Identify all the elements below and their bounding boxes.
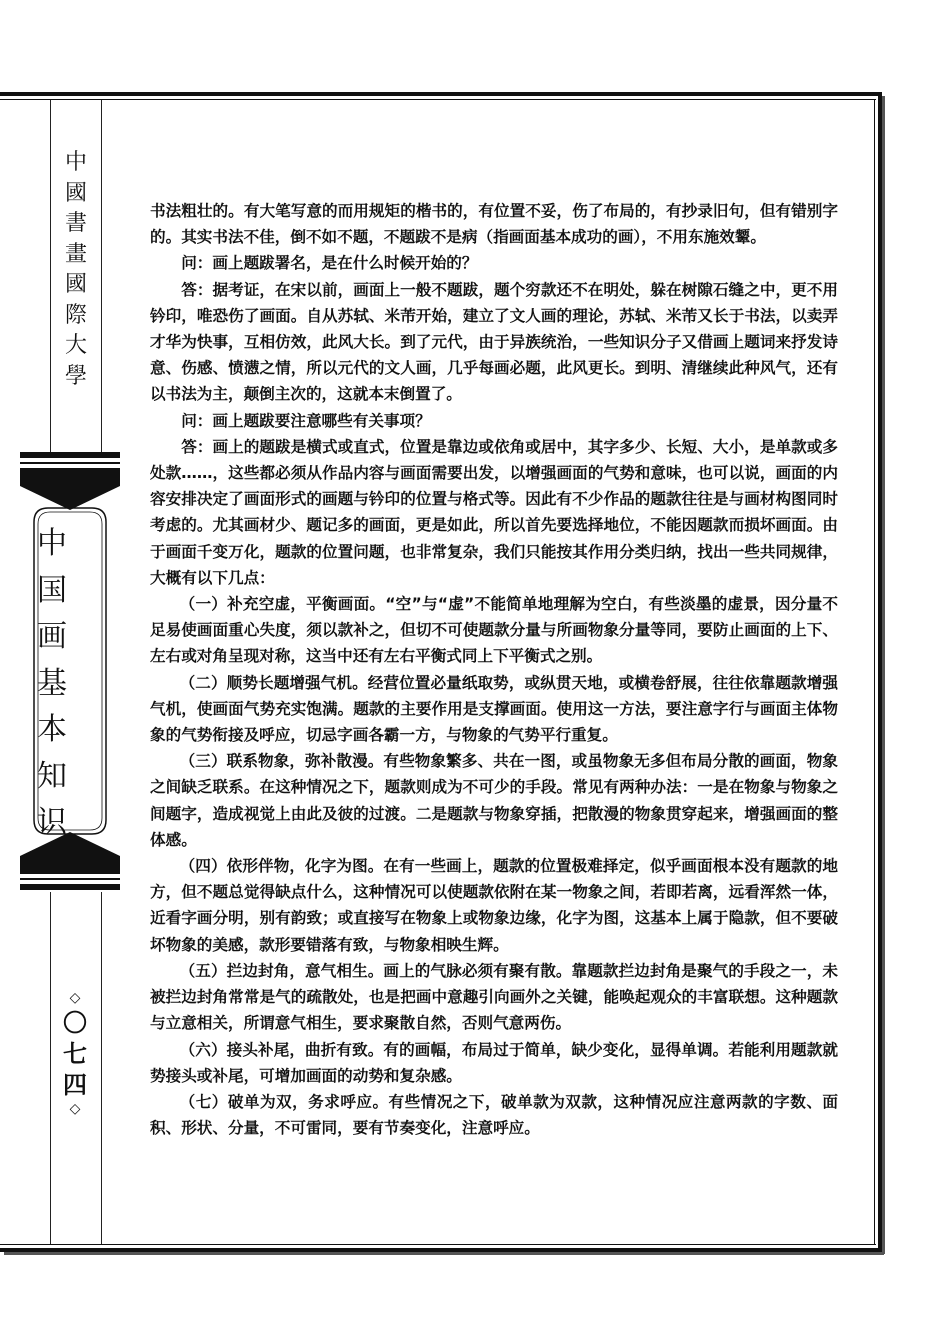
series-title-char: 大 [64, 333, 87, 358]
page-shadow-bottom [4, 1252, 884, 1255]
page-frame-inner-top [0, 99, 876, 100]
list-item: （七）破单为双，务求呼应。有些情况之下，破单款为双款，这种情况应注意两款的字数、面积、形状、分量，不可雷同，要有节奏变化，注意呼应。 [150, 1092, 838, 1138]
body-text [150, 198, 838, 1141]
series-title-char: 際 [64, 302, 87, 328]
series-title-char: 國 [64, 272, 87, 297]
sidebar-rule-right-lower [101, 892, 102, 1244]
series-title-char: 書 [64, 211, 87, 236]
list-item: （六）接头补尾，曲折有致。有的画幅，布局过于简单，缺少变化，显得单调。若能利用题款就势接头或补尾，可增加画面的动势和复杂感。 [150, 1040, 838, 1085]
book-title-char: 本 [37, 712, 67, 747]
paragraph: 书法粗壮的。有大笔写意的而用规矩的楷书的，有位置不妥，伤了布局的，有抄录旧句，但有错别字的。其实书法不佳，倒不如不题，不题跋不是病（指画面基本成功的画），不用东施效颦。 [150, 202, 838, 247]
page-shadow-right [882, 96, 885, 1254]
answer: 答：据考证，在宋以前，画面上一般不题跋，题个穷款还不在明处，躲在树隙石缝之中，更不用钤印，唯恐伤了画面。自从苏轼、米芾开始，建立了文人画的理论，苏轼、米芾又长于书法，以卖弄才华为快事，互相仿效，此风大长。到了元代，由于异族统治，一些知识分子又借画上题词来抒发诗意、伤感、愤懑之情，所以元代的文人画，几乎每画必题，此风更长。到明、清继续此种风气，还有以书法为主，颠倒主次的，这就本末倒置了。 [150, 280, 838, 404]
book-title-char: 识 [37, 805, 67, 840]
series-title [62, 148, 90, 392]
list-item: （一）补充空虚，平衡画面。“空”与“虚”不能简单地理解为空白，有些淡墨的虚景，因分量不足易使画面重心失度，须以款补之，但切不可使题款分量与所画物象分量等同，要防止画面的上下、左右或对角呈现对称，这当中还有左右平衡式同上下平衡式之别。 [150, 595, 838, 666]
page-number [58, 989, 92, 1118]
book-title-char: 基 [37, 665, 67, 701]
diamond-ornament-icon: ◇ [69, 990, 81, 1006]
book-title [36, 521, 68, 847]
series-title-char: 學 [64, 363, 87, 389]
book-title-char: 知 [37, 758, 67, 794]
series-title-char: 國 [64, 180, 87, 206]
book-title-char: 国 [37, 572, 67, 608]
question: 问：画上题跋署名，是在什么时候开始的？ [181, 254, 478, 273]
list-item: （四）依形伴物，化字为图。在有一些画上，题款的位置极难择定，似乎画面根本没有题款的地方，但不题总觉得缺点什么，这种情况可以使题款依附在某一物象之间，若即若离，远看浑然一体，近看字画分明，别有韵致；或直接写在物象上或物象边缘，化字为图，这基本上属于隐款，但不要破坏物象的美感，款形要错落有致，与物象相映生辉。 [150, 857, 838, 954]
page-number-digit: 四 [63, 1070, 87, 1099]
series-title-char: 中 [64, 150, 87, 175]
question: 问：画上题跋要注意哪些有关事项？ [181, 411, 431, 430]
page-number-digit: 七 [63, 1039, 87, 1068]
sidebar-rule-left-lower [50, 892, 51, 1244]
book-title-banner [20, 452, 120, 890]
list-item: （二）顺势长题增强气机。经营位置必量纸取势，或纵贯天地，或横卷舒展，往往依靠题款增强气机，使画面气势充实饱满。题款的主要作用是支撑画面。使用这一方法，要注意字行与画面主体物象的气势衔接及呼应，切忌字画各霸一方，与物象的气势平行重复。 [150, 673, 838, 745]
book-title-char: 画 [37, 619, 67, 654]
page-number-digit: 〇 [63, 1008, 87, 1037]
sidebar-rule-left-upper [50, 100, 51, 452]
book-title-char: 中 [37, 526, 67, 561]
sidebar-rule-right-upper [101, 100, 102, 452]
page-frame-inner-bottom [0, 1244, 876, 1245]
list-item: （三）联系物象，弥补散漫。有些物象繁多、共在一图，或虽物象无多但布局分散的画面，物象之间缺乏联系。在这种情况之下，题款则成为不可少的手段。常见有两种办法：一是在物象与物象之间题字，造成视觉上由此及彼的过渡。二是题款与物象穿插，把散漫的物象贯穿起来，增强画面的整体感。 [150, 752, 838, 849]
list-item: （五）拦边封角，意气相生。画上的气脉必须有聚有散。靠题款拦边封角是聚气的手段之一，未被拦边封角常常是气的疏散处，也是把画中意趣引向画外之关键，能唤起观众的丰富联想。这种题款与立意相关，所谓意气相生，要求聚散自然，否则气意两伤。 [150, 961, 838, 1033]
answer: 答：画上的题跋是横式或直式，位置是靠边或依角或居中，其字多少、长短、大小，是单款或多处款……，这些都必须从作品内容与画面需要出发，以增强画面的气势和意味，也可以说，画面的内容安排决定了画面形式的画题与钤印的位置与格式等。因此有不少作品的题款往往是与画材构图同时考虑的。尤其画材少、题记多的画面，更是如此，所以首先要选择地位，不能因题款而损坏画面。由于画面千变万化，题款的位置问题，也非常复杂，我们只能按其作用分类归纳，找出一些共同规律，大概有以下几点： [150, 437, 838, 587]
series-title-char: 畫 [64, 241, 87, 267]
page-frame-top [0, 92, 882, 96]
diamond-ornament-icon: ◇ [69, 1101, 81, 1117]
page-frame-inner-right [874, 99, 875, 1245]
